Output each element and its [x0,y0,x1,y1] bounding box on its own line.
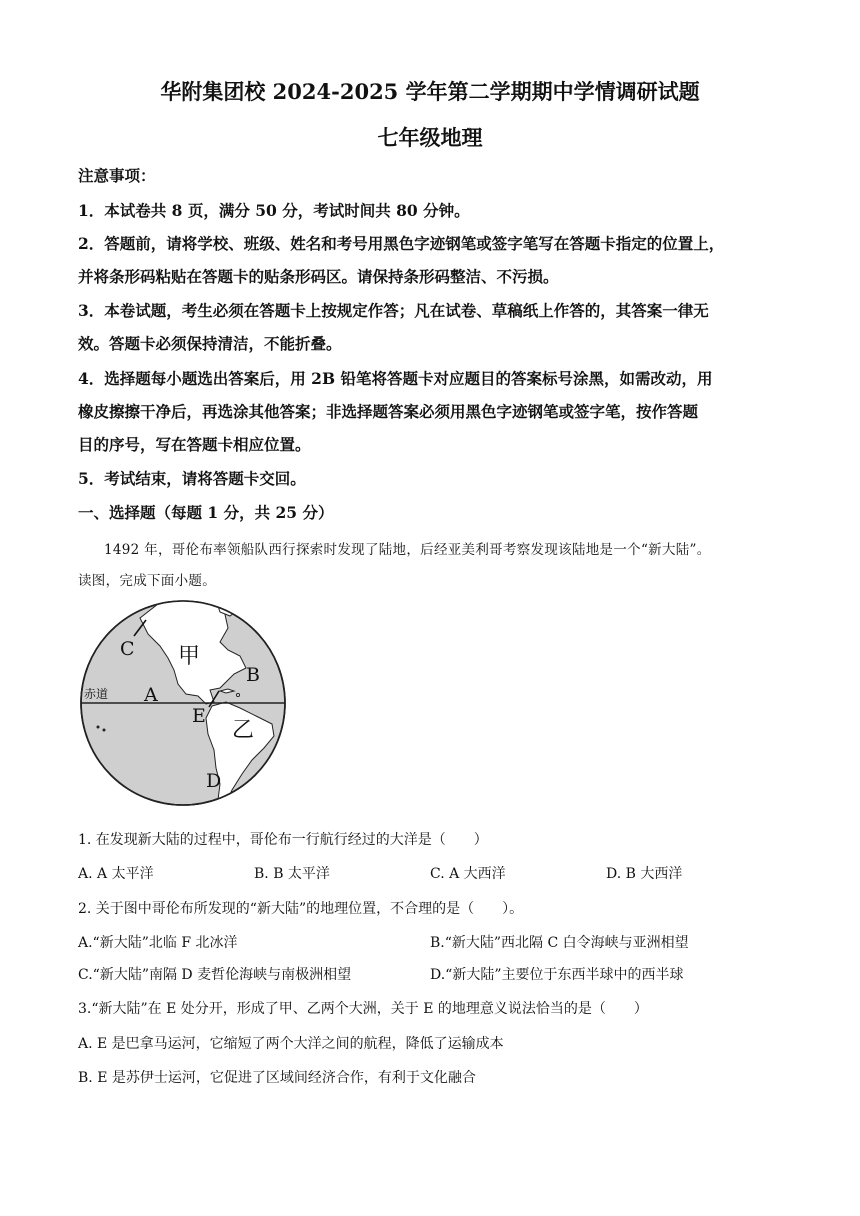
question-2-stem: 2. 关于图中哥伦布所发现的“新大陆”的地理位置，不合理的是（ ）。 [78,901,524,917]
notice-line: 5．考试结束，请将答题卡交回。 [78,469,306,488]
q1-option-b[interactable]: B. B 太平洋 [254,866,330,882]
intro-text: 读图，完成下面小题。 [78,573,216,589]
q1-option-a[interactable]: A. A 太平洋 [78,866,154,882]
americas-globe-map [78,598,288,808]
map-label-equator: 赤道 [84,687,109,701]
q2-option-d[interactable]: D.“新大陆”主要位于东西半球中的西半球 [430,967,684,983]
map-label-b: B [246,664,260,686]
notice-line: 效。答题卡必须保持清洁，不能折叠。 [78,334,342,353]
caribbean-island [237,694,240,697]
notice-line: 并将条形码粘贴在答题卡的贴条形码区。请保持条形码整洁、不污损。 [78,267,559,286]
q3-option-a[interactable]: A. E 是巴拿马运河，它缩短了两个大洋之间的航程，降低了运输成本 [78,1036,504,1052]
notice-line: 4．选择题每小题选出答案后，用 2B 铅笔将答题卡对应题目的答案标号涂黑，如需改动，用 [78,369,713,388]
q1-option-c[interactable]: C. A 大西洋 [430,866,506,882]
section-heading: 一、选择题（每题 1 分，共 25 分） [78,503,334,522]
q3-option-b[interactable]: B. E 是苏伊士运河，它促进了区域间经济合作，有利于文化融合 [78,1070,476,1086]
notice-heading: 注意事项： [78,166,156,185]
exam-subtitle: 七年级地理 [377,125,483,150]
q1-option-d[interactable]: D. B 大西洋 [606,866,683,882]
notice-line: 3．本卷试题，考生必须在答题卡上按规定作答；凡在试卷、草稿纸上作答的，其答案一律无 [78,301,709,320]
map-label-d: D [206,770,222,792]
q2-option-a[interactable]: A.“新大陆”北临 F 北冰洋 [78,935,238,951]
map-label-yi: 乙 [232,718,255,743]
notice-line: 2．答题前，请将学校、班级、姓名和考号用黑色字迹钢笔或签字笔写在答题卡指定的位置上， [78,234,725,253]
island-dot [153,802,155,804]
map-label-a: A [144,684,158,706]
exam-title: 华附集团校 2024-2025 学年第二学期期中学情调研试题 [160,79,700,104]
intro-text: 1492 年，哥伦布率领船队西行探索时发现了陆地，后经亚美利哥考察发现该陆地是一个“新大陆”。 [104,542,711,558]
q2-option-b[interactable]: B.“新大陆”西北隔 C 白令海峡与亚洲相望 [430,935,689,951]
notice-line: 橡皮擦擦干净后，再选涂其他答案；非选择题答案必须用黑色字迹钢笔或签字笔，按作答题 [78,402,699,421]
map-label-e: E [192,705,206,727]
question-3-stem: 3.“新大陆”在 E 处分开，形成了甲、乙两个大洲，关于 E 的地理意义说法恰当的是（ ） [78,1001,648,1017]
notice-line: 目的序号，写在答题卡相应位置。 [78,435,311,454]
pacific-island [97,726,99,728]
map-label-c: C [120,638,135,660]
map-label-jia: 甲 [178,644,201,669]
pacific-island [103,729,105,731]
notice-line: 1．本试卷共 8 页，满分 50 分，考试时间共 80 分钟。 [78,201,470,220]
question-1-stem: 1. 在发现新大陆的过程中，哥伦布一行航行经过的大洋是（ ） [78,832,488,848]
q2-option-c[interactable]: C.“新大陆”南隔 D 麦哲伦海峡与南极洲相望 [78,967,352,983]
